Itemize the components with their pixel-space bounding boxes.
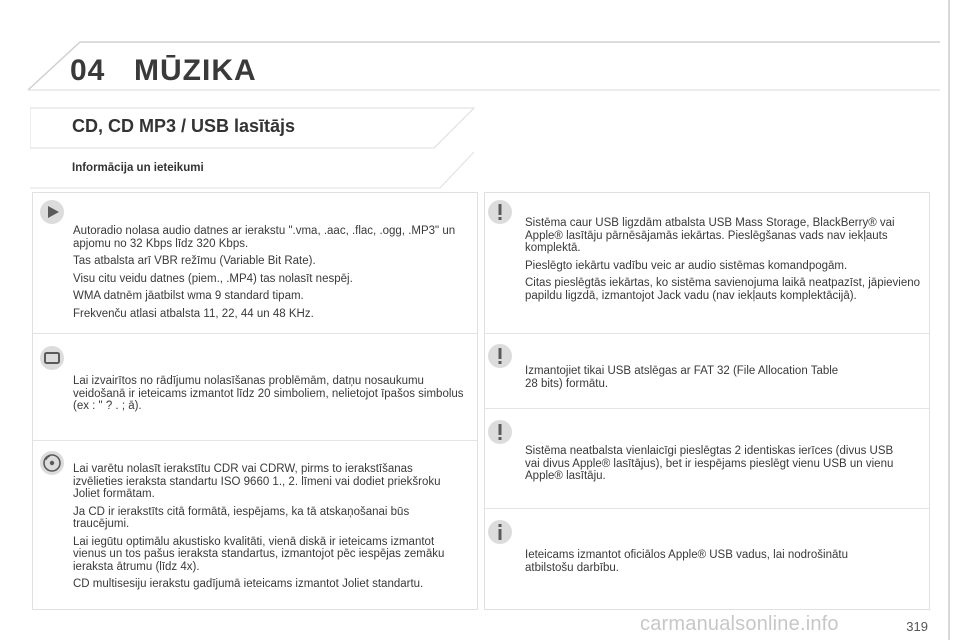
- identical-devices-text: [525, 445, 895, 488]
- audio-formats-text: [73, 225, 465, 325]
- chapter-number: 04: [70, 54, 106, 87]
- usb-support-text: [525, 217, 921, 307]
- page-number: 319: [906, 619, 928, 634]
- apple-cable-text: [525, 549, 895, 579]
- right-warning-panel: [484, 192, 930, 610]
- screen-icon: [39, 345, 65, 371]
- divider: [485, 333, 929, 334]
- divider: [33, 333, 477, 334]
- paragraph: Sistēma caur USB ligzdām atbalsta USB Mass Storage, BlackBerry® vai Apple® lasītāju pārnēsājamās iekārtas. Pieslēgšanas vads nav iekļauts komplektā.: [525, 217, 895, 254]
- info-icon: [487, 519, 513, 545]
- paragraph: Autoradio nolasa audio datnes ar ierakstu ".vma, .aac, .flac, .ogg, .MP3" un apjomu no 32 Kbps līdz 320 Kbps.: [73, 225, 456, 250]
- paragraph: Citas pieslēgtās iekārtas, ko sistēma savienojuma laikā neatpazīst, jāpievieno papildu ligzdā, izmantojot Jack vadu (nav iekļauts komplektācijā).: [525, 277, 921, 302]
- paragraph: Pieslēgto iekārtu vadību veic ar audio sistēmas komandpogām.: [525, 259, 848, 272]
- paragraph: Lai iegūtu optimālu akustisko kvalitāti, vienā diskā ir ieteicams izmantot vienus un tos pašus ieraksta standartus, izmantojot pēc iespējas zemāku ieraksta ātrumu (līdz 4x).: [73, 535, 445, 573]
- warning-icon: [487, 343, 513, 369]
- filename-advice-text: [73, 375, 465, 418]
- speaker-icon: [39, 199, 65, 225]
- paragraph: Lai izvairītos no rādījumu nolasīšanas problēmām, datņu nosaukumu veidošanā ir ieteicams izmantot līdz 20 simboliem, nelietojot īpašos simbolus (ex : " ? . ; ā).: [73, 375, 464, 412]
- paragraph: Tas atbalsta arī VBR režīmu (Variable Bit Rate).: [73, 255, 316, 267]
- paragraph: Frekvenču atlasi atbalsta 11, 22, 44 un 48 KHz.: [73, 307, 314, 320]
- paragraph: CD multisesiju ierakstu gadījumā ieteicams izmantot Joliet standartu.: [73, 578, 424, 590]
- paragraph: Sistēma neatbalsta vienlaicīgi pieslēgtas 2 identiskas ierīces (divus USB vai divus Apple® lasītājus), bet ir iespējams pieslēgt vienu USB un vienu Apple® lasītāju.: [525, 445, 894, 482]
- subsection-title: Informācija un ieteikumi: [72, 162, 204, 174]
- warning-icon: [487, 199, 513, 225]
- section-title: CD, CD MP3 / USB lasītājs: [72, 116, 296, 136]
- fat32-text: [525, 365, 845, 395]
- left-info-panel: [32, 192, 478, 610]
- watermark: carmanualsonline.info: [640, 613, 839, 635]
- cd-recording-text: [73, 463, 465, 596]
- divider: [485, 408, 929, 409]
- paragraph: Ieteicams izmantot oficiālos Apple® USB vadus, lai nodrošinātu atbilstošu darbību.: [525, 549, 848, 574]
- divider: [485, 508, 929, 509]
- disc-icon: [39, 450, 65, 476]
- chapter-title: MŪZIKA: [134, 54, 257, 87]
- paragraph: WMA datnēm jāatbilst wma 9 standard tipam.: [73, 290, 304, 302]
- paragraph: Visu citu veidu datnes (piem., .MP4) tas nolasīt nespēj.: [73, 272, 353, 285]
- paragraph: Lai varētu nolasīt ierakstītu CDR vai CDRW, pirms to ierakstīšanas izvēlieties ieraksta standartu ISO 9660 1., 2. līmeni vai dodiet priekšroku Joliet formātam.: [73, 463, 441, 500]
- divider: [33, 440, 477, 441]
- page-edge-rule: [948, 0, 950, 640]
- paragraph: Ja CD ir ierakstīts citā formātā, iespējams, ka tā atskaņošanai būs traucējumi.: [73, 505, 410, 530]
- paragraph: Izmantojiet tikai USB atslēgas ar FAT 32 (File Allocation Table 28 bits) formātu.: [525, 365, 839, 390]
- warning-icon: [487, 419, 513, 445]
